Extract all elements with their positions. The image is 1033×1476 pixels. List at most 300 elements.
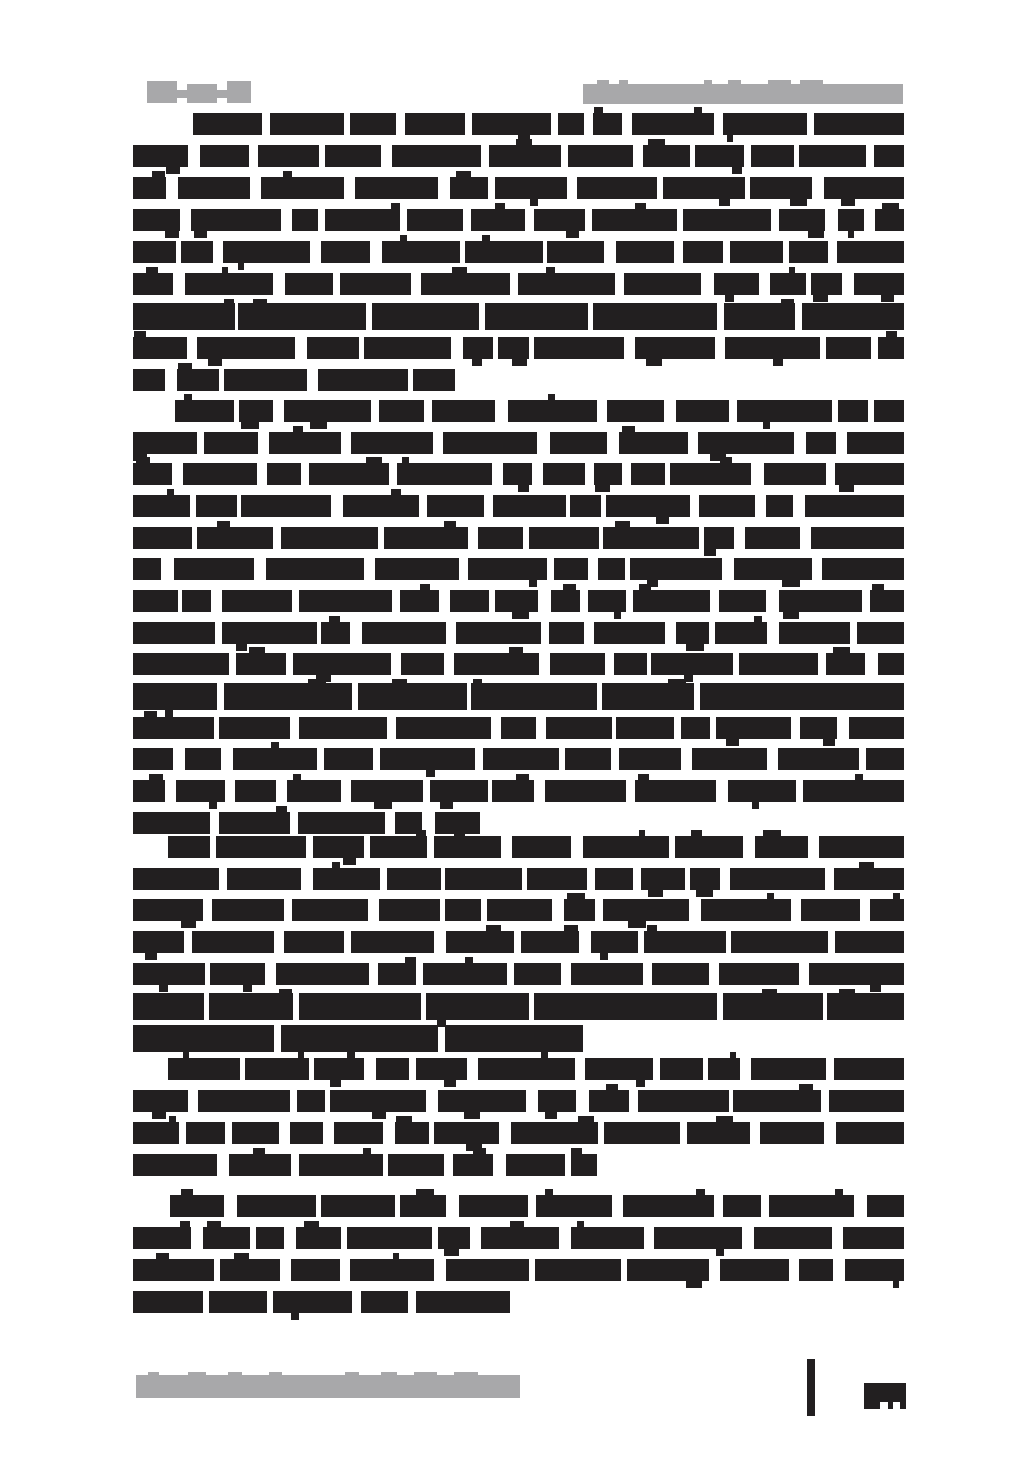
blob-nub bbox=[279, 989, 292, 993]
word-blob bbox=[445, 899, 482, 921]
blob-nub bbox=[720, 457, 733, 463]
blob-nub bbox=[283, 171, 292, 177]
header-mark-block bbox=[227, 81, 251, 103]
word-blob bbox=[321, 1195, 395, 1217]
word-blob bbox=[197, 337, 295, 359]
word-blob bbox=[186, 1122, 225, 1144]
word-blob bbox=[495, 590, 538, 612]
word-blob bbox=[676, 400, 729, 422]
blob-nub bbox=[893, 1281, 899, 1288]
word-blob bbox=[133, 369, 165, 391]
word-blob bbox=[133, 868, 219, 890]
blob-nub bbox=[456, 171, 472, 177]
blob-nub bbox=[639, 584, 651, 590]
blob-nub bbox=[178, 363, 192, 369]
word-blob bbox=[593, 113, 623, 135]
word-blob bbox=[849, 717, 904, 739]
word-blob bbox=[534, 209, 585, 231]
word-blob bbox=[511, 1122, 599, 1144]
word-blob bbox=[770, 273, 806, 295]
word-blob bbox=[730, 868, 824, 890]
word-blob bbox=[690, 868, 720, 890]
word-blob bbox=[822, 558, 904, 580]
word-blob bbox=[210, 963, 265, 985]
word-blob bbox=[133, 145, 188, 167]
word-blob bbox=[456, 622, 541, 644]
word-blob bbox=[258, 145, 320, 167]
word-blob bbox=[866, 748, 904, 770]
word-blob bbox=[450, 177, 488, 199]
word-blob bbox=[426, 993, 530, 1020]
word-blob bbox=[550, 653, 605, 675]
blob-nub bbox=[578, 1116, 593, 1122]
word-blob bbox=[133, 1154, 217, 1176]
word-blob bbox=[334, 1122, 383, 1144]
word-blob bbox=[133, 527, 192, 549]
word-blob bbox=[133, 1090, 188, 1112]
word-blob bbox=[299, 590, 392, 612]
blob-nub bbox=[363, 1148, 372, 1154]
word-blob bbox=[209, 1291, 267, 1313]
word-blob bbox=[755, 836, 808, 858]
blob-nub bbox=[308, 679, 326, 683]
blob-nub bbox=[882, 203, 899, 209]
blob-nub bbox=[149, 774, 163, 780]
word-blob bbox=[209, 993, 293, 1020]
header-mark-block bbox=[147, 81, 177, 103]
word-blob bbox=[472, 113, 552, 135]
band-bump bbox=[148, 1372, 159, 1380]
blob-nub bbox=[691, 830, 702, 836]
word-blob bbox=[829, 1090, 904, 1112]
word-blob bbox=[270, 113, 344, 135]
word-blob bbox=[203, 1227, 250, 1249]
word-blob bbox=[177, 369, 219, 391]
word-blob bbox=[168, 1058, 240, 1080]
word-blob bbox=[299, 1154, 382, 1176]
word-blob bbox=[550, 432, 608, 454]
word-blob bbox=[592, 209, 677, 231]
word-blob bbox=[350, 113, 396, 135]
header-mark-block bbox=[187, 84, 217, 103]
word-blob bbox=[754, 1227, 831, 1249]
word-blob bbox=[446, 931, 514, 953]
word-blob bbox=[614, 653, 647, 675]
footer-vertical-rule bbox=[807, 1359, 815, 1416]
word-blob bbox=[715, 622, 768, 644]
word-blob bbox=[372, 303, 479, 330]
word-blob bbox=[723, 1195, 761, 1217]
word-blob bbox=[730, 241, 783, 263]
word-blob bbox=[766, 495, 792, 517]
word-blob bbox=[751, 1058, 826, 1080]
word-blob bbox=[175, 400, 234, 422]
word-blob bbox=[182, 590, 211, 612]
band-bump bbox=[414, 1372, 437, 1380]
page-number bbox=[864, 1383, 906, 1409]
word-blob bbox=[382, 241, 461, 263]
word-blob bbox=[133, 337, 187, 359]
word-blob bbox=[834, 868, 905, 890]
blob-nub bbox=[781, 299, 794, 303]
word-blob bbox=[400, 1195, 446, 1217]
word-blob bbox=[133, 748, 173, 770]
word-blob bbox=[133, 683, 217, 710]
word-blob bbox=[760, 1122, 824, 1144]
word-blob bbox=[245, 1058, 310, 1080]
word-blob bbox=[551, 590, 580, 612]
word-blob bbox=[299, 717, 387, 739]
word-blob bbox=[284, 400, 372, 422]
blob-nub bbox=[512, 359, 528, 366]
word-blob bbox=[789, 241, 828, 263]
blob-nub bbox=[332, 862, 340, 868]
word-blob bbox=[238, 303, 366, 330]
word-blob bbox=[588, 590, 626, 612]
header-mark-dash bbox=[177, 90, 188, 98]
word-blob bbox=[296, 1227, 340, 1249]
blob-nub bbox=[402, 457, 410, 463]
word-blob bbox=[845, 1259, 904, 1281]
word-blob bbox=[384, 527, 468, 549]
word-blob bbox=[290, 1122, 322, 1144]
word-blob bbox=[764, 463, 826, 485]
blob-nub bbox=[134, 331, 146, 337]
word-blob bbox=[453, 1154, 493, 1176]
blob-nub bbox=[184, 394, 192, 400]
word-blob bbox=[512, 836, 571, 858]
blob-nub bbox=[222, 267, 228, 273]
word-blob bbox=[178, 177, 250, 199]
blob-nub bbox=[416, 830, 426, 836]
word-blob bbox=[446, 1259, 530, 1281]
blob-nub bbox=[773, 359, 783, 366]
word-blob bbox=[604, 1122, 680, 1144]
word-blob bbox=[675, 836, 744, 858]
word-blob bbox=[545, 780, 627, 802]
blob-nub bbox=[416, 1189, 434, 1195]
blob-nub bbox=[465, 957, 473, 963]
word-blob bbox=[233, 748, 317, 770]
word-blob bbox=[361, 1291, 409, 1313]
word-blob bbox=[133, 241, 176, 263]
word-blob bbox=[819, 836, 904, 858]
word-blob bbox=[779, 209, 825, 231]
word-blob bbox=[835, 463, 904, 485]
word-blob bbox=[750, 177, 811, 199]
word-blob bbox=[478, 527, 523, 549]
word-blob bbox=[571, 1227, 644, 1249]
word-blob bbox=[471, 209, 525, 231]
word-blob bbox=[212, 899, 284, 921]
blob-nub bbox=[396, 1116, 412, 1122]
word-blob bbox=[307, 337, 359, 359]
word-blob bbox=[554, 558, 588, 580]
word-blob bbox=[133, 1025, 274, 1052]
word-blob bbox=[803, 780, 904, 802]
word-blob bbox=[362, 622, 446, 644]
word-blob bbox=[692, 748, 767, 770]
word-blob bbox=[838, 400, 869, 422]
blob-nub bbox=[486, 925, 501, 931]
blob-nub bbox=[546, 267, 555, 273]
word-blob bbox=[745, 527, 800, 549]
word-blob bbox=[826, 337, 871, 359]
blob-nub bbox=[563, 584, 577, 590]
word-blob bbox=[423, 963, 507, 985]
blob-nub bbox=[207, 1221, 221, 1227]
word-blob bbox=[534, 337, 625, 359]
word-blob bbox=[623, 1195, 715, 1217]
blob-nub bbox=[886, 331, 897, 337]
word-blob bbox=[232, 1122, 278, 1144]
word-blob bbox=[719, 963, 800, 985]
word-blob bbox=[506, 1154, 565, 1176]
word-blob bbox=[538, 1090, 577, 1112]
word-blob bbox=[133, 1122, 179, 1144]
blob-nub bbox=[224, 299, 234, 303]
blob-nub bbox=[516, 139, 532, 145]
word-blob bbox=[185, 273, 274, 295]
word-blob bbox=[454, 653, 539, 675]
word-blob bbox=[857, 622, 904, 644]
word-blob bbox=[594, 622, 665, 644]
word-blob bbox=[589, 1090, 629, 1112]
word-blob bbox=[811, 273, 843, 295]
band-bump bbox=[345, 1372, 360, 1380]
word-blob bbox=[133, 558, 161, 580]
blob-nub bbox=[293, 426, 303, 432]
blob-nub bbox=[304, 1221, 319, 1227]
blob-nub bbox=[146, 267, 158, 273]
word-blob bbox=[343, 495, 419, 517]
blob-nub bbox=[564, 925, 579, 931]
word-blob bbox=[170, 1195, 224, 1217]
blob-nub bbox=[639, 830, 645, 836]
word-blob bbox=[643, 145, 690, 167]
word-blob bbox=[716, 717, 792, 739]
blob-nub bbox=[444, 521, 456, 527]
blob-nub bbox=[577, 1221, 584, 1227]
blob-nub bbox=[169, 1116, 176, 1122]
word-blob bbox=[133, 1227, 191, 1249]
word-blob bbox=[276, 963, 370, 985]
word-blob bbox=[799, 1259, 833, 1281]
word-blob bbox=[224, 369, 307, 391]
word-blob bbox=[633, 590, 710, 612]
word-blob bbox=[631, 463, 665, 485]
word-blob bbox=[806, 432, 836, 454]
band-bump bbox=[704, 80, 713, 90]
blob-nub bbox=[293, 774, 301, 780]
word-blob bbox=[416, 1058, 467, 1080]
word-blob bbox=[395, 1122, 429, 1144]
word-blob bbox=[478, 1058, 575, 1080]
word-blob bbox=[174, 558, 254, 580]
word-blob bbox=[388, 1154, 444, 1176]
header-mark-dash bbox=[217, 90, 228, 98]
redacted-text-line bbox=[133, 1146, 597, 1184]
word-blob bbox=[313, 836, 364, 858]
band-bump bbox=[728, 80, 742, 90]
word-blob bbox=[723, 993, 823, 1020]
word-blob bbox=[133, 931, 184, 953]
word-blob bbox=[400, 590, 440, 612]
blob-nub bbox=[635, 203, 646, 209]
blob-nub bbox=[859, 862, 874, 868]
word-blob bbox=[314, 1058, 364, 1080]
word-blob bbox=[229, 1154, 291, 1176]
blob-nub bbox=[167, 489, 174, 495]
word-blob bbox=[220, 1259, 280, 1281]
word-blob bbox=[351, 780, 423, 802]
word-blob bbox=[297, 1090, 325, 1112]
word-blob bbox=[501, 717, 536, 739]
word-blob bbox=[483, 748, 560, 770]
word-blob bbox=[603, 527, 699, 549]
word-blob bbox=[421, 273, 509, 295]
word-blob bbox=[549, 622, 584, 644]
word-blob bbox=[321, 622, 350, 644]
page-number-notch bbox=[880, 1402, 888, 1410]
word-blob bbox=[370, 836, 427, 858]
word-blob bbox=[325, 145, 381, 167]
blob-nub bbox=[615, 521, 630, 527]
word-blob bbox=[407, 209, 463, 231]
word-blob bbox=[285, 273, 333, 295]
word-blob bbox=[236, 653, 286, 675]
word-blob bbox=[602, 683, 695, 710]
word-blob bbox=[695, 145, 745, 167]
word-blob bbox=[627, 1259, 709, 1281]
word-blob bbox=[652, 963, 709, 985]
word-blob bbox=[870, 899, 904, 921]
band-bump bbox=[454, 1372, 478, 1380]
word-blob bbox=[445, 1025, 584, 1052]
word-blob bbox=[197, 527, 273, 549]
word-blob bbox=[133, 590, 178, 612]
word-blob bbox=[380, 748, 475, 770]
blob-nub bbox=[716, 1116, 733, 1122]
word-blob bbox=[811, 527, 904, 549]
word-blob bbox=[493, 495, 565, 517]
band-bump bbox=[619, 80, 628, 90]
word-blob bbox=[405, 113, 465, 135]
blob-nub bbox=[393, 1253, 399, 1259]
word-blob bbox=[503, 463, 533, 485]
word-blob bbox=[835, 931, 904, 953]
word-blob bbox=[585, 1058, 653, 1080]
word-blob bbox=[800, 717, 838, 739]
word-blob bbox=[616, 241, 674, 263]
word-blob bbox=[450, 590, 490, 612]
word-blob bbox=[241, 495, 331, 517]
word-blob bbox=[133, 622, 215, 644]
word-blob bbox=[133, 717, 214, 739]
word-blob bbox=[799, 145, 866, 167]
blob-nub bbox=[516, 774, 529, 780]
band-bump bbox=[269, 1372, 281, 1380]
word-blob bbox=[299, 993, 421, 1020]
word-blob bbox=[708, 1058, 740, 1080]
word-blob bbox=[867, 1195, 904, 1217]
blob-nub bbox=[638, 774, 649, 780]
word-blob bbox=[534, 993, 717, 1020]
word-blob bbox=[521, 931, 579, 953]
word-blob bbox=[701, 899, 791, 921]
word-blob bbox=[577, 177, 657, 199]
word-blob bbox=[261, 177, 344, 199]
word-blob bbox=[733, 1090, 821, 1112]
word-blob bbox=[200, 145, 249, 167]
word-blob bbox=[518, 273, 615, 295]
blob-nub bbox=[548, 394, 555, 400]
word-blob bbox=[318, 369, 408, 391]
blob-nub bbox=[606, 1084, 618, 1090]
word-blob bbox=[396, 717, 492, 739]
blob-nub bbox=[420, 584, 429, 590]
band-bump bbox=[228, 1372, 242, 1380]
blob-nub bbox=[510, 1221, 523, 1227]
word-blob bbox=[273, 1291, 352, 1313]
word-blob bbox=[330, 1090, 426, 1112]
word-blob bbox=[392, 145, 481, 167]
word-blob bbox=[723, 113, 807, 135]
word-blob bbox=[379, 400, 425, 422]
blob-nub bbox=[762, 989, 777, 993]
word-blob bbox=[536, 1195, 612, 1217]
word-blob bbox=[737, 400, 832, 422]
word-blob bbox=[459, 1195, 529, 1217]
word-blob bbox=[564, 899, 596, 921]
blob-nub bbox=[482, 235, 490, 241]
word-blob bbox=[235, 780, 276, 802]
word-blob bbox=[607, 400, 664, 422]
blob-nub bbox=[391, 489, 401, 495]
word-blob bbox=[568, 145, 633, 167]
word-blob bbox=[699, 495, 755, 517]
blob-nub bbox=[144, 711, 158, 717]
blob-nub bbox=[249, 647, 265, 653]
blob-nub bbox=[509, 647, 523, 653]
blob-nub bbox=[253, 1148, 266, 1154]
header-right-running-title bbox=[583, 80, 903, 106]
band-bump bbox=[800, 80, 823, 90]
blob-nub bbox=[668, 679, 686, 683]
blob-nub bbox=[893, 893, 900, 899]
word-blob bbox=[351, 931, 434, 953]
word-blob bbox=[570, 495, 601, 517]
word-blob bbox=[350, 1259, 434, 1281]
word-blob bbox=[809, 963, 904, 985]
word-blob bbox=[725, 337, 820, 359]
blob-nub bbox=[855, 774, 863, 780]
word-blob bbox=[700, 683, 904, 710]
blob-nub bbox=[594, 107, 603, 113]
band-bump bbox=[381, 1372, 397, 1380]
word-blob bbox=[432, 400, 495, 422]
word-blob bbox=[734, 558, 812, 580]
word-blob bbox=[498, 337, 530, 359]
word-blob bbox=[358, 683, 467, 710]
word-blob bbox=[133, 495, 190, 517]
word-blob bbox=[485, 303, 588, 330]
word-blob bbox=[379, 899, 440, 921]
blob-nub bbox=[152, 171, 165, 177]
word-blob bbox=[176, 780, 225, 802]
word-blob bbox=[416, 1291, 510, 1313]
word-blob bbox=[802, 303, 904, 330]
